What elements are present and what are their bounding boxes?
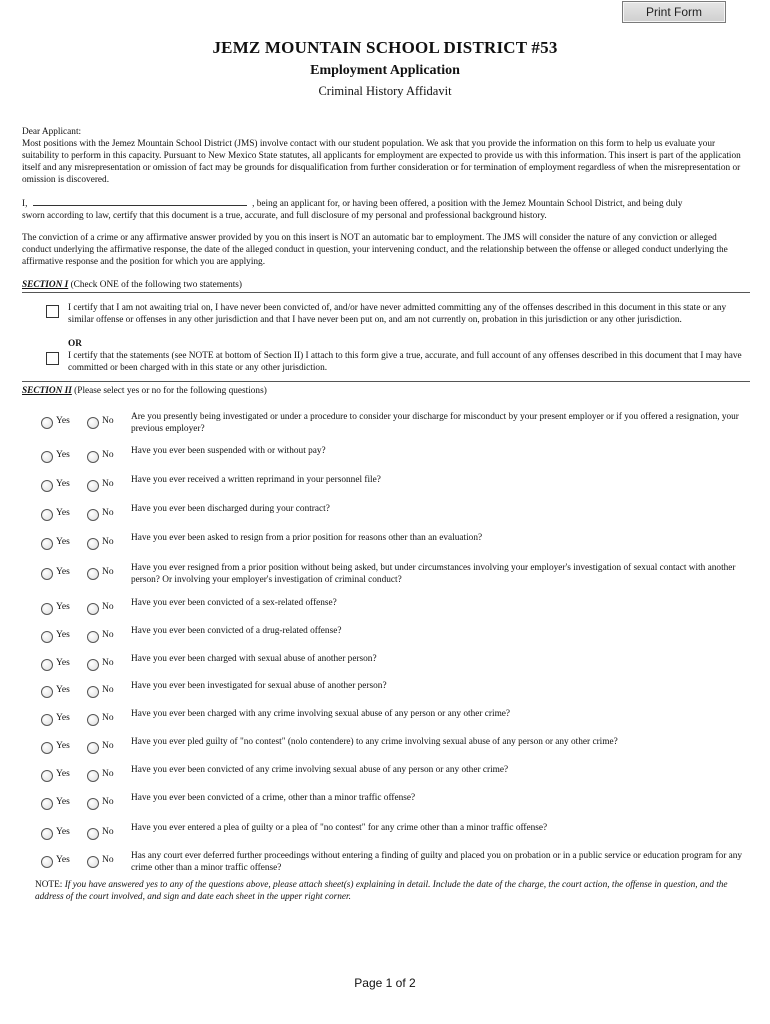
no-radio[interactable] [87, 828, 99, 840]
no-radio[interactable] [87, 631, 99, 643]
yes-label: Yes [56, 567, 70, 577]
yes-radio[interactable] [41, 538, 53, 550]
question-text: Have you ever been convicted of any crime involving sexual abuse of any person or any other crime? [131, 765, 509, 775]
section2-instruction: (Please select yes or no for the following questions) [71, 386, 267, 396]
no-label: No [102, 416, 114, 426]
note-label: NOTE: [35, 880, 65, 890]
no-label: No [102, 567, 114, 577]
no-label: No [102, 630, 114, 640]
no-radio[interactable] [87, 568, 99, 580]
section1-instruction: (Check ONE of the following two statements) [68, 280, 243, 290]
question-text: Have you ever been suspended with or without pay? [131, 446, 326, 456]
yes-radio[interactable] [41, 568, 53, 580]
yes-label: Yes [56, 602, 70, 612]
no-label: No [102, 769, 114, 779]
statement1-text: I certify that I am not awaiting trial on, I have never been convicted of, and/or have never admitted committing any of the offenses described in this document in this state or any similar offense or offenses in any other jurisdiction and that I have never been put on, and am not currently on, probation in this jurisdiction or any other jurisdiction. [68, 303, 727, 325]
or-separator: OR [68, 339, 82, 349]
no-label: No [102, 537, 114, 547]
oath-prefix: I, [22, 199, 28, 209]
intro-salutation: Dear Applicant: [22, 127, 82, 137]
district-title: JEMZ MOUNTAIN SCHOOL DISTRICT #53 [212, 38, 558, 57]
yes-label: Yes [56, 508, 70, 518]
yes-radio[interactable] [41, 770, 53, 782]
question-text: Have you ever been charged with any crime involving sexual abuse of any person or any other crime? [131, 709, 511, 719]
yes-radio[interactable] [41, 714, 53, 726]
question-text: Have you ever been convicted of a crime, other than a minor traffic offense? [131, 793, 416, 803]
no-label: No [102, 855, 114, 865]
no-radio[interactable] [87, 798, 99, 810]
yes-label: Yes [56, 685, 70, 695]
conviction-note: The conviction of a crime or any affirmative answer provided by you on this insert is NOT an automatic bar to employment. The JMS will consider the nature of any conviction or alleged conduct underlying the affirmative response, the date of the alleged conduct in question, your intervening conduct, and the relationship between the offense or alleged conduct underlying the affirmative response and the position for which you are applying. [22, 233, 728, 267]
no-label: No [102, 827, 114, 837]
section1-divider [22, 292, 750, 293]
yes-radio[interactable] [41, 856, 53, 868]
no-label: No [102, 797, 114, 807]
yes-label: Yes [56, 797, 70, 807]
yes-radio[interactable] [41, 509, 53, 521]
question-text: Have you ever been asked to resign from a prior position for reasons other than an evaluation? [131, 533, 483, 543]
yes-radio[interactable] [41, 828, 53, 840]
applicant-name-field[interactable] [33, 196, 247, 206]
yes-radio[interactable] [41, 742, 53, 754]
no-label: No [102, 741, 114, 751]
statement1-checkbox[interactable] [46, 305, 59, 318]
section1-label: SECTION I [22, 280, 69, 290]
no-radio[interactable] [87, 742, 99, 754]
question-text: Have you ever been charged with sexual abuse of another person? [131, 654, 377, 664]
section2-label: SECTION II [22, 386, 72, 396]
oath-suffix: , being an applicant for, or having been offered, a position with the Jemez Mountain School District, and being duly [252, 199, 683, 209]
yes-radio[interactable] [41, 603, 53, 615]
no-radio[interactable] [87, 714, 99, 726]
no-label: No [102, 658, 114, 668]
intro-body: Most positions with the Jemez Mountain School District (JMS) involve contact with our student population. We ask that you provide the information on this form to help us evaluate your suitability to perform in this capacity. Pursuant to New Mexico State statutes, all applicants for employment are expected to provide us with this information. This insert is part of the application itself and any misrepresentation or omission of fact may be grounds for disqualification from further consideration or for termination of employment regardless of when the misrepresentation or omission is discovered. [22, 139, 741, 185]
no-label: No [102, 685, 114, 695]
question-text: Have you ever been convicted of a sex-related offense? [131, 598, 337, 608]
oath-line-1 [22, 196, 742, 210]
question-text: Are you presently being investigated or under a procedure to consider your discharge for misconduct by your present employer or if you offered a resignation, your previous employer? [131, 412, 739, 434]
note [35, 879, 750, 903]
yes-radio[interactable] [41, 686, 53, 698]
yes-label: Yes [56, 855, 70, 865]
yes-label: Yes [56, 416, 70, 426]
statement2-text: I certify that the statements (see NOTE at bottom of Section II) I attach to this form give a true, accurate, and full account of any offenses described in this document that I may have committed or been charged with in this state or any other jurisdiction. [68, 351, 742, 373]
no-radio[interactable] [87, 509, 99, 521]
section2-divider [22, 381, 750, 382]
question-text: Have you ever been discharged during your contract? [131, 504, 330, 514]
oath-line-2: sworn according to law, certify that this document is a true, accurate, and full disclosure of my personal and professional background history. [22, 211, 547, 221]
yes-label: Yes [56, 537, 70, 547]
no-radio[interactable] [87, 659, 99, 671]
yes-radio[interactable] [41, 451, 53, 463]
no-radio[interactable] [87, 451, 99, 463]
no-label: No [102, 713, 114, 723]
no-radio[interactable] [87, 480, 99, 492]
yes-label: Yes [56, 713, 70, 723]
page-number: Page 1 of 2 [354, 976, 416, 990]
section1-heading [22, 280, 242, 290]
no-radio[interactable] [87, 603, 99, 615]
print-form-button[interactable]: Print Form [622, 1, 726, 23]
yes-label: Yes [56, 479, 70, 489]
yes-label: Yes [56, 658, 70, 668]
yes-label: Yes [56, 827, 70, 837]
no-radio[interactable] [87, 686, 99, 698]
question-text: Have you ever entered a plea of guilty or a plea of "no contest" for any crime other than a minor traffic offense? [131, 823, 548, 833]
question-text: Have you ever resigned from a prior position without being asked, but under circumstances involving your employer's investigation of sexual contact with another person? Or involving your employer's investigation of criminal conduct? [131, 563, 736, 585]
question-text: Have you ever pled guilty of "no contest" (nolo contendere) to any crime involving sexual abuse of any person or any other crime? [131, 737, 618, 747]
yes-radio[interactable] [41, 659, 53, 671]
section2-heading [22, 386, 267, 396]
question-text: Have you ever been convicted of a drug-related offense? [131, 626, 342, 636]
no-label: No [102, 450, 114, 460]
yes-label: Yes [56, 769, 70, 779]
form-subtitle-affidavit: Criminal History Affidavit [318, 84, 452, 98]
yes-label: Yes [56, 450, 70, 460]
note-text: If you have answered yes to any of the questions above, please attach sheet(s) explaining in detail. Include the date of the charge, the court action, the offense in question, and the address of the court involved, and sign and date each sheet in the upper right corner. [35, 880, 728, 902]
no-label: No [102, 602, 114, 612]
no-radio[interactable] [87, 770, 99, 782]
yes-radio[interactable] [41, 480, 53, 492]
no-radio[interactable] [87, 417, 99, 429]
yes-radio[interactable] [41, 417, 53, 429]
yes-label: Yes [56, 741, 70, 751]
no-label: No [102, 479, 114, 489]
yes-label: Yes [56, 630, 70, 640]
question-text: Has any court ever deferred further proceedings without entering a finding of guilty and placed you on probation or in a public service or education program for any crime other than a minor traffic offense? [131, 851, 743, 873]
form-subtitle: Employment Application [310, 63, 460, 78]
question-text: Have you ever received a written reprimand in your personnel file? [131, 475, 381, 485]
yes-radio[interactable] [41, 798, 53, 810]
statement2-checkbox[interactable] [46, 352, 59, 365]
question-text: Have you ever been investigated for sexual abuse of another person? [131, 681, 387, 691]
no-radio[interactable] [87, 856, 99, 868]
yes-radio[interactable] [41, 631, 53, 643]
no-label: No [102, 508, 114, 518]
no-radio[interactable] [87, 538, 99, 550]
